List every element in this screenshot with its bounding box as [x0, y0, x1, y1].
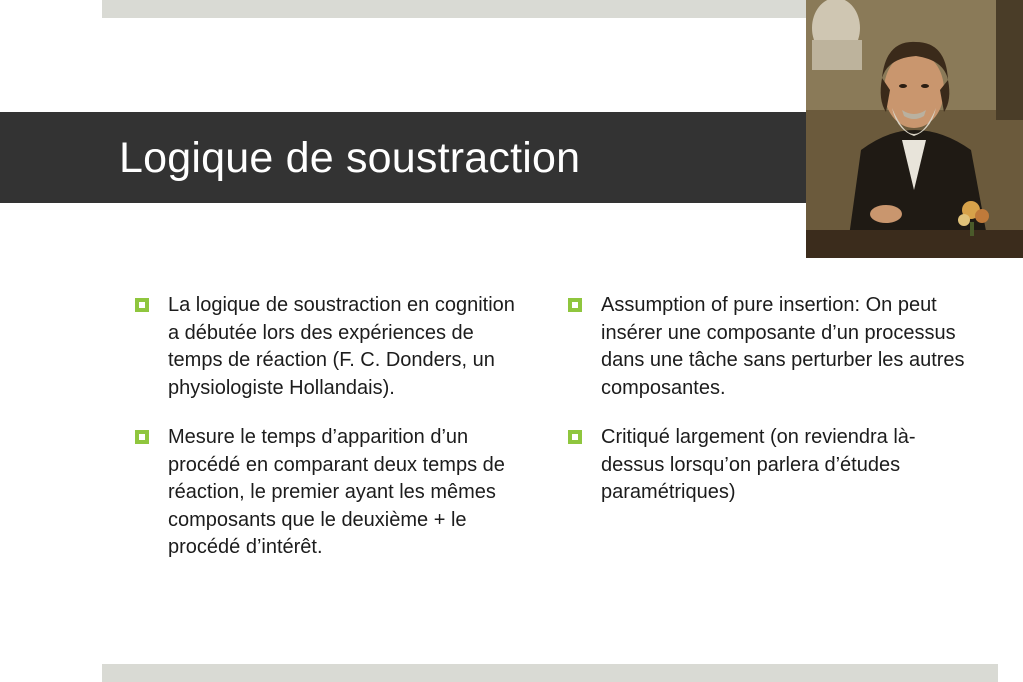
bullet-text: Assumption of pure insertion: On peut insérer une composante d’un processus dans une tâche sans perturber les autres composantes. — [601, 294, 965, 399]
square-bullet-icon — [135, 430, 149, 444]
bullet-text: La logique de soustraction en cognition a débutée lors des expériences de temps de réaction (F. C. Donders, un physiologiste Hollandais). — [168, 294, 515, 399]
list-item — [567, 292, 977, 402]
bullet-text: Mesure le temps d’apparition d’un procédé en comparant deux temps de réaction, le premier ayant les mêmes composants que le deuxième + le procédé d’intérêt. — [168, 426, 505, 558]
right-bullet-list — [567, 292, 977, 529]
square-bullet-icon — [135, 298, 149, 312]
portrait-image — [806, 0, 1023, 258]
list-item — [134, 424, 526, 562]
top-decorative-bar — [102, 0, 807, 18]
square-bullet-icon — [568, 298, 582, 312]
slide-title: Logique de soustraction — [119, 134, 581, 182]
bullet-text: Critiqué largement (on reviendra là-dessus lorsqu’on parlera d’études paramétriques) — [601, 426, 916, 503]
square-bullet-icon — [568, 430, 582, 444]
list-item — [134, 292, 526, 402]
bottom-decorative-bar — [102, 664, 998, 682]
left-bullet-list — [134, 292, 526, 584]
list-item — [567, 424, 977, 507]
